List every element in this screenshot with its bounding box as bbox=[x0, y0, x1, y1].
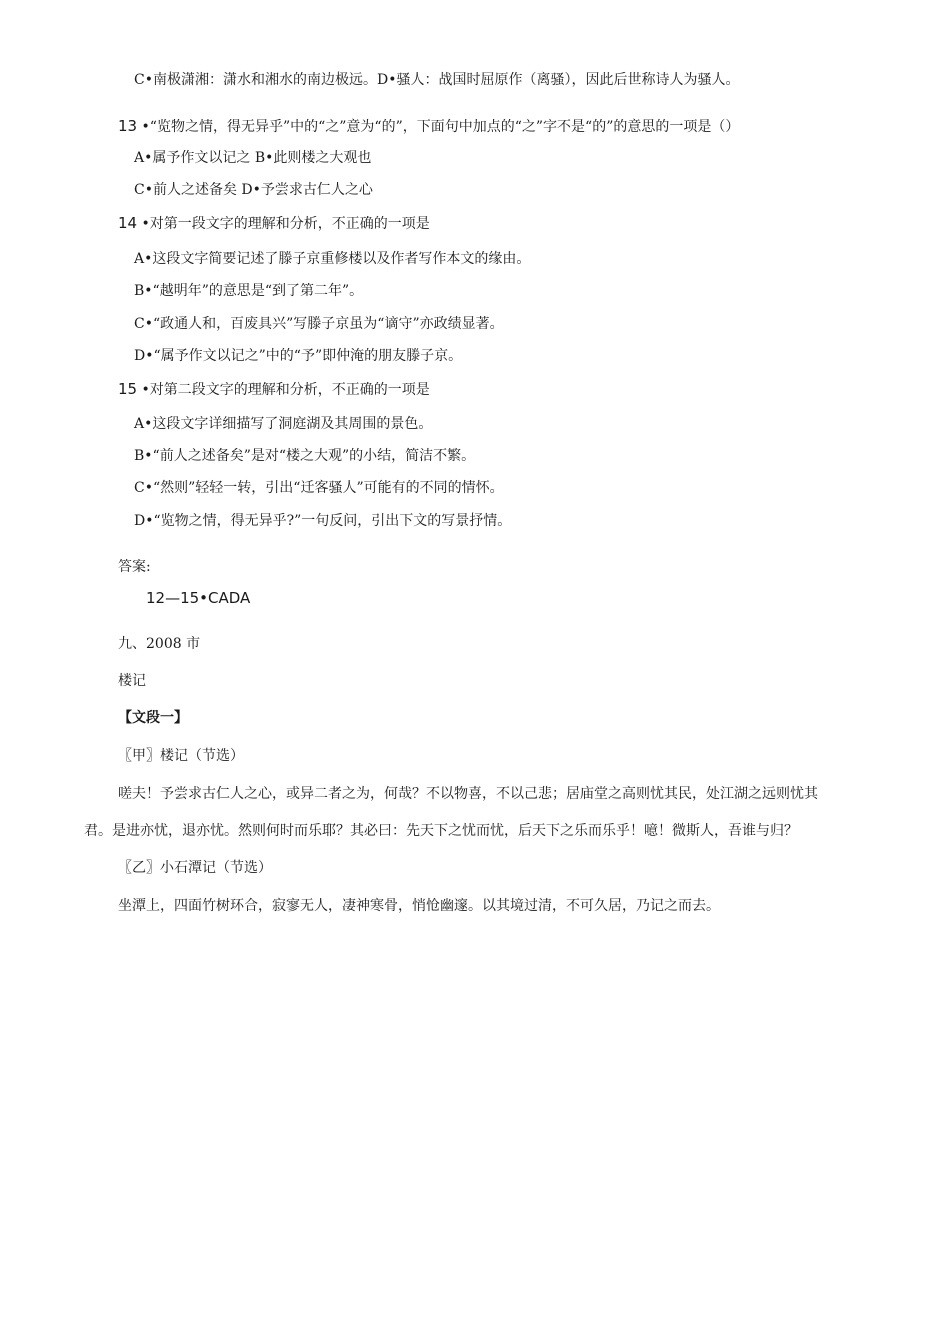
q15-option-d: D•“览物之情，得无异乎?”一句反问，引出下文的写景抒情。 bbox=[134, 513, 512, 529]
q15-option-a: A•这段文字详细描写了洞庭湖及其周围的景色。 bbox=[134, 416, 433, 432]
answer-label: 答案: bbox=[118, 559, 151, 575]
question-number: 13 bbox=[118, 117, 138, 135]
question-14 bbox=[118, 213, 430, 234]
passage-jia-text-line-1: 嗟夫！予尝求古仁人之心，或异二者之为，何哉？不以物喜，不以己悲；居庙堂之高则忧其民，处江湖之远则忧其 bbox=[118, 786, 818, 802]
question-number: 15 bbox=[118, 380, 138, 398]
section-title: 楼记 bbox=[118, 673, 146, 689]
q14-option-a: A•这段文字简要记述了滕子京重修楼以及作者写作本文的缘由。 bbox=[134, 251, 531, 267]
passage-label: 【文段一】 bbox=[118, 710, 188, 726]
question-13 bbox=[118, 116, 739, 137]
passage-jia-title: 〖甲〗楼记（节选） bbox=[118, 748, 244, 764]
question-stem: •“览物之情，得无异乎”中的“之”意为“的”，下面句中加点的“之”字不是“的”的意思的一项是（） bbox=[141, 119, 740, 135]
passage-yi-title: 〖乙〗小石潭记（节选） bbox=[118, 860, 272, 876]
q13-option-a-b: A•属予作文以记之 B•此则楼之大观也 bbox=[134, 150, 372, 166]
q13-option-c-d: C•前人之述备矣 D•予尝求古仁人之心 bbox=[134, 182, 373, 198]
answer-value: 12—15•CADA bbox=[146, 589, 251, 607]
q14-option-c: C•“政通人和，百废具兴”写滕子京虽为“谪守”亦政绩显著。 bbox=[134, 316, 504, 332]
question-stem: •对第二段文字的理解和分析，不正确的一项是 bbox=[141, 382, 430, 398]
section-heading: 九、2008 市 bbox=[118, 636, 201, 652]
q15-option-b: B•“前人之述备矣”是对“楼之大观”的小结，简洁不繁。 bbox=[134, 448, 476, 464]
option-line-c-d-q12: C•南极潇湘：潇水和湘水的南边极远。D•骚人：战国时屈原作（离骚），因此后世称诗人为骚人。 bbox=[134, 72, 740, 88]
q15-option-c: C•“然则”轻轻一转，引出“迁客骚人”可能有的不同的情怀。 bbox=[134, 480, 504, 496]
passage-jia-text-line-2: 君。是进亦忧，退亦忧。然则何时而乐耶？其必曰：先天下之忧而忧，后天下之乐而乐乎！噫！微斯人，吾谁与归？ bbox=[84, 823, 798, 839]
q14-option-d: D•“属予作文以记之”中的“予”即仲淹的朋友滕子京。 bbox=[134, 348, 463, 364]
question-15 bbox=[118, 379, 430, 400]
question-stem: •对第一段文字的理解和分析，不正确的一项是 bbox=[141, 216, 430, 232]
question-number: 14 bbox=[118, 214, 138, 232]
q14-option-b: B•“越明年”的意思是“到了第二年”。 bbox=[134, 283, 364, 299]
passage-yi-text: 坐潭上，四面竹树环合，寂寥无人，凄神寒骨，悄怆幽邃。以其境过清，不可久居，乃记之而去。 bbox=[118, 898, 720, 914]
